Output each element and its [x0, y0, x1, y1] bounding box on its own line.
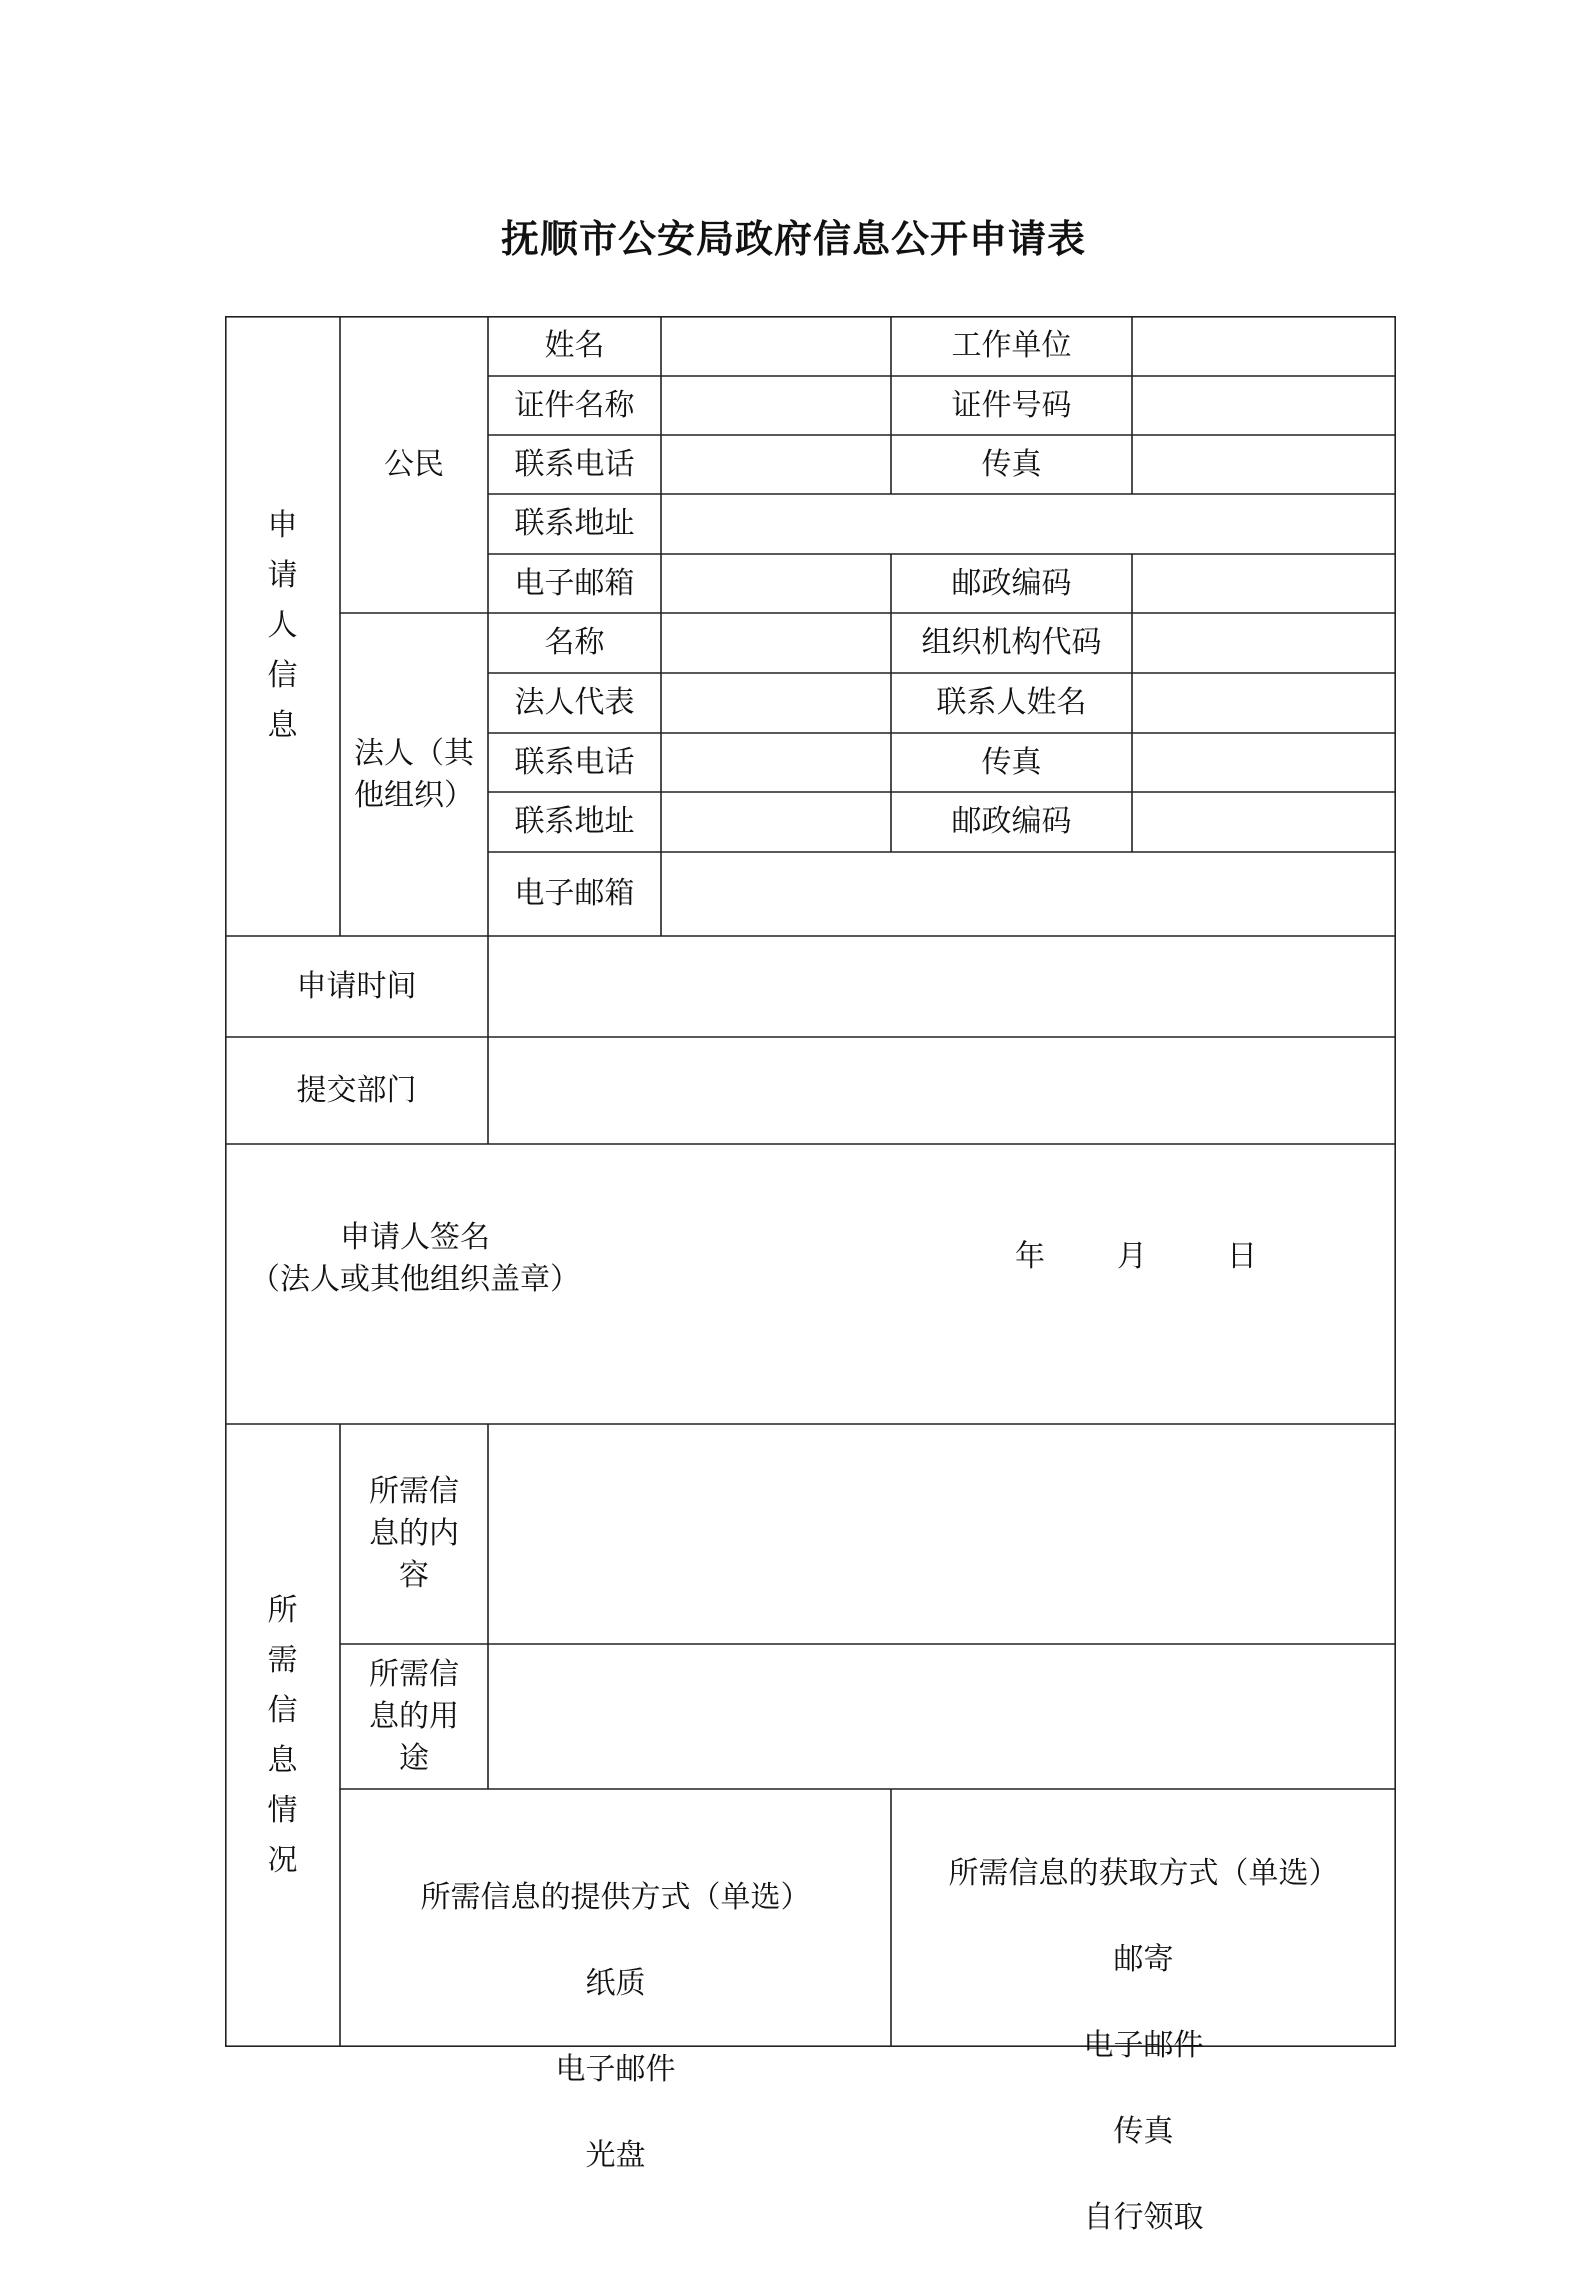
apply-time-label: 申请时间	[296, 968, 417, 1004]
citizen-id-number-label: 证件号码	[951, 387, 1072, 423]
legal-representative-field[interactable]	[661, 673, 891, 733]
signature-day: 日	[1227, 1239, 1257, 1274]
legal-name-field[interactable]	[661, 613, 891, 673]
citizen-id-number-field[interactable]	[1132, 376, 1396, 435]
obtain-option-fax[interactable]: 传真	[1113, 2114, 1174, 2149]
legal-name-label: 名称	[544, 625, 605, 660]
info-content-label: 所需信 息的内 容	[369, 1474, 459, 1593]
legal-org-code-label: 组织机构代码	[921, 625, 1102, 660]
obtain-option-self-pickup[interactable]: 自行领取	[1083, 2200, 1204, 2235]
legal-fax-field[interactable]	[1132, 733, 1396, 792]
citizen-fax-field[interactable]	[1132, 435, 1396, 494]
legal-contact-name-field[interactable]	[1132, 673, 1396, 733]
signature-month: 月	[1117, 1239, 1147, 1274]
provide-method-block	[340, 1789, 891, 2173]
obtain-option-email[interactable]: 电子邮件	[1083, 2028, 1204, 2063]
required-info-section-label: 所 需 信 息 情 况	[267, 1592, 298, 1878]
legal-postcode-label: 邮政编码	[951, 804, 1072, 839]
provide-option-disc[interactable]: 光盘	[585, 2138, 646, 2173]
legal-address-label: 联系地址	[514, 804, 635, 839]
legal-address-field[interactable]	[661, 792, 891, 852]
legal-person-group-label: 法人（其 他组织）	[354, 735, 474, 813]
provide-option-paper[interactable]: 纸质	[585, 1966, 646, 2001]
legal-org-code-field[interactable]	[1132, 613, 1396, 673]
citizen-address-field[interactable]	[661, 494, 1396, 554]
citizen-postcode-label: 邮政编码	[951, 565, 1072, 601]
department-field[interactable]	[488, 1037, 1396, 1144]
form-title: 抚顺市公安局政府信息公开申请表	[500, 217, 1086, 261]
legal-email-field[interactable]	[661, 852, 1396, 936]
legal-postcode-field[interactable]	[1132, 792, 1396, 852]
citizen-postcode-field[interactable]	[1132, 554, 1396, 613]
citizen-employer-label: 工作单位	[951, 328, 1072, 363]
obtain-method-block	[891, 1789, 1396, 2235]
provide-option-email[interactable]: 电子邮件	[555, 2052, 676, 2087]
legal-email-label: 电子邮箱	[514, 876, 635, 911]
apply-time-field[interactable]	[488, 936, 1396, 1037]
info-purpose-field[interactable]	[488, 1644, 1396, 1789]
citizen-address-label: 联系地址	[514, 506, 635, 541]
citizen-phone-field[interactable]	[661, 435, 891, 494]
obtain-option-mail[interactable]: 邮寄	[1113, 1942, 1174, 1977]
legal-phone-label: 联系电话	[514, 744, 635, 780]
citizen-name-field[interactable]	[661, 316, 891, 376]
applicant-info-section-label: 申 请 人 信 息	[267, 508, 298, 743]
citizen-id-type-label: 证件名称	[514, 387, 635, 423]
legal-contact-name-label: 联系人姓名	[936, 685, 1087, 720]
provide-method-title: 所需信息的提供方式（单选）	[420, 1880, 811, 1915]
citizen-phone-label: 联系电话	[514, 446, 635, 482]
department-label: 提交部门	[296, 1072, 417, 1108]
info-purpose-label: 所需信 息的用 途	[369, 1656, 459, 1776]
application-form	[225, 316, 1396, 2235]
legal-representative-label: 法人代表	[514, 685, 635, 720]
citizen-group-label: 公民	[384, 446, 444, 482]
citizen-id-type-field[interactable]	[661, 376, 891, 435]
citizen-fax-label: 传真	[981, 446, 1042, 482]
citizen-name-label: 姓名	[544, 328, 605, 363]
signature-year: 年	[1015, 1239, 1045, 1274]
citizen-email-field[interactable]	[661, 554, 891, 613]
obtain-method-title: 所需信息的获取方式（单选）	[948, 1856, 1339, 1891]
legal-phone-field[interactable]	[661, 733, 891, 792]
info-content-field[interactable]	[488, 1424, 1396, 1644]
citizen-employer-field[interactable]	[1132, 316, 1396, 376]
signature-label: 申请人签名 （法人或其他组织盖章）	[250, 1220, 580, 1297]
legal-fax-label: 传真	[981, 744, 1042, 780]
citizen-email-label: 电子邮箱	[514, 565, 635, 601]
